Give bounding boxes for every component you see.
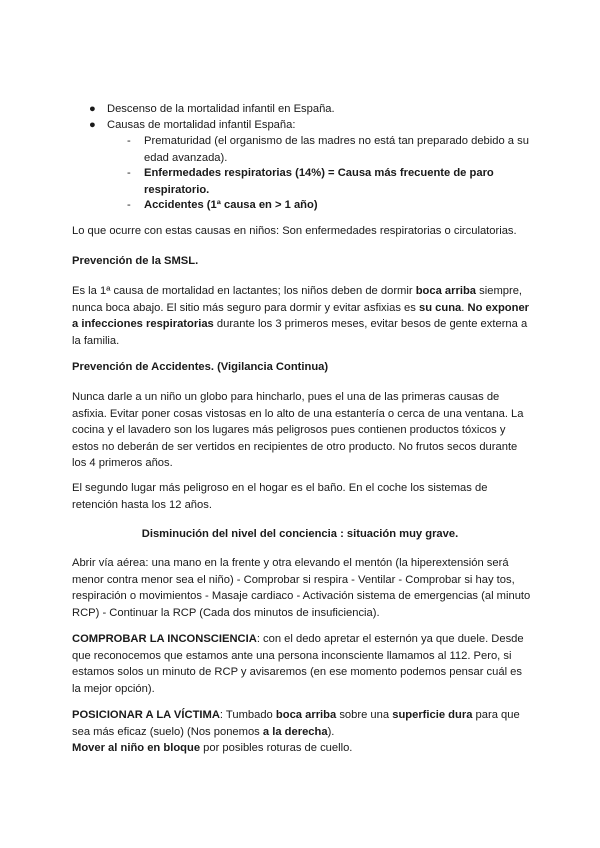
smsl-heading: Prevención de la SMSL. (72, 255, 199, 267)
intro-paragraph: Lo que ocurre con estas causas en niños: Son enfermedades respiratorias o circulatorias. (72, 225, 517, 237)
sub-item-text: Prematuridad (el organismo de las madres no está tan preparado debido a su edad avanzada). (144, 135, 529, 164)
bullet-text: Descenso de la mortalidad infantil en España. (107, 103, 335, 115)
sub-item-text: Accidentes (1ª causa en > 1 año) (144, 199, 318, 211)
conciencia-heading: Disminución del nivel del conciencia : situación muy grave. (141, 528, 459, 540)
accidentes-paragraph-2: El segundo lugar más peligroso en el hogar es el baño. En el coche los sistemas de retención hasta los 12 años. (72, 482, 488, 511)
posicionar-paragraph: POSICIONAR A LA VÍCTIMA: Tumbado boca arriba sobre una superficie dura para que sea más eficaz (suelo) (Nos ponemos a la derecha). Mover al niño en bloque por posibles roturas de cuello. (72, 709, 520, 754)
comprobar-paragraph: COMPROBAR LA INCONSCIENCIA: con el dedo apretar el esternón ya que duele. Desde que reconocemos que estamos ante una persona inconsciente llamamos al 112. Pero, si estamos solos un minuto de RCP y avisaremos (en ese momento podemos pensar cuál es la mejor opción). (72, 633, 524, 695)
bullet-text: Causas de mortalidad infantil España: (107, 119, 296, 131)
accidentes-paragraph-1: Nunca darle a un niño un globo para hincharlo, pues el una de las primeras causas de asfixia. Evitar poner cosas vistosas en lo alto de una estantería o cerca de una ventana. La cocina y el lavadero son los lugares más peligrosos pues contienen productos tóxicos y estos no deberán de ser vertidos en recipientes de otro producto. No frutos secos durante los 4 primeros años. (72, 391, 524, 469)
smsl-paragraph: Es la 1ª causa de mortalidad en lactantes; los niños deben de dormir boca arriba siempre, nunca boca abajo. El sitio más seguro para dormir y evitar asfixias es su cuna. No exponer a infecciones respiratorias durante los 3 primeros meses, evitar besos de gente externa a la familia. (72, 285, 530, 347)
bullet-icon: ● (89, 103, 96, 115)
sub-item-text: Enfermedades respiratorias (14%) = Causa más frecuente de paro respiratorio. (144, 167, 494, 196)
dash-icon: - (127, 135, 131, 147)
dash-icon: - (127, 167, 131, 179)
bullet-icon: ● (89, 119, 96, 131)
conciencia-paragraph: Abrir vía aérea: una mano en la frente y otra elevando el mentón (la hiperextensión será menor contra menor sea el niño) - Comprobar si respira - Ventilar - Comprobar si hay tos, respiración o movimientos - Masaje cardiaco - Activación sistema de emergencias (al minuto RCP) - Continuar la RCP (Cada dos minutos de insuficiencia). (72, 557, 531, 619)
dash-icon: - (127, 199, 131, 211)
accidentes-heading: Prevención de Accidentes. (Vigilancia Continua) (72, 361, 329, 373)
